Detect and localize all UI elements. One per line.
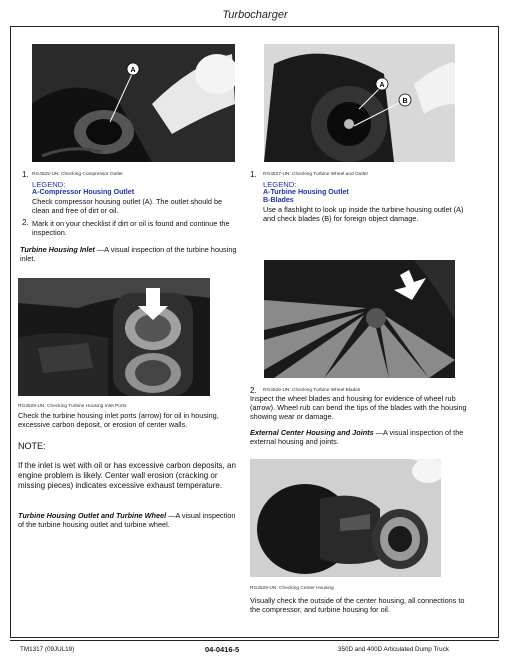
figure-4-text: Inspect the wheel blades and housing for evidence of wheel rub (arrow). Wheel rub can bend the tips of the blades with the housing showing wear or damage. (250, 394, 467, 421)
page-header: Turbocharger (222, 9, 288, 21)
figure-5-text: Visually check the outside of the center housing, all connections to the compressor, and turbine housing for oil. (250, 596, 465, 614)
footer-rule (10, 640, 499, 641)
callout-b: B (402, 98, 408, 105)
figure-2-caption: RG4527-UN: Checking Turbine Wheel and Outlet (263, 172, 368, 177)
turbine-housing-outlet-section (18, 511, 240, 529)
figure-3-caption: RG4528-UN: Checking Turbine Housing Inlet Ports (18, 404, 127, 409)
footer-right: 350D and 400D Articulated Dump Truck (338, 646, 449, 653)
figure-3-text: Check the turbine housing inlet ports (arrow) for oil in housing, excessive carbon deposit, or erosion of center walls. (18, 411, 219, 429)
figure-2-legend-title: LEGEND: (263, 180, 297, 189)
figure-2-text: Use a flashlight to look up inside the turbine housing outlet (A) and check blades (B) for foreign object damage. (263, 205, 464, 223)
figure-1-number: 1. (22, 170, 29, 179)
figure-5-caption: RG4529-UN: Checking Center Housing (250, 586, 334, 591)
figure-1-legend-title: LEGEND: (32, 180, 66, 189)
turbine-housing-inlet-text: —A visual inspection of the turbine housing inlet. (20, 245, 237, 263)
figure-4-number: 2. (250, 386, 257, 395)
figure-2-legend-item-a: A-Turbine Housing Outlet (263, 188, 349, 196)
external-center-housing-text: —A visual inspection of the external housing and joints. (250, 428, 464, 446)
turbine-housing-inlet-section (20, 245, 238, 263)
photo-center-housing (250, 459, 441, 577)
figure-2-number: 1. (250, 170, 257, 179)
note-label: NOTE: (18, 441, 46, 451)
figure-2-legend-item-b: B-Blades (263, 196, 294, 204)
photo-turbine-wheel-blades (264, 260, 455, 378)
figure-1-legend-item-a: A-Compressor Housing Outlet (32, 188, 135, 196)
photo-compressor-outlet (32, 44, 235, 162)
footer-left: TM1317 (09JUL19) (20, 646, 75, 653)
turbine-housing-inlet-heading: Turbine Housing Inlet (20, 245, 95, 254)
footer-page-number: 04-0416-5 (205, 645, 240, 654)
external-center-housing-section (250, 428, 472, 446)
callout-a: A (379, 82, 385, 89)
turbine-housing-outlet-text: —A visual inspection of the turbine housing outlet and turbine wheel. (18, 511, 236, 529)
note-text: If the inlet is wet with oil or has excessive carbon deposits, an engine problem is likely. Center wall erosion (cracking or missing pieces) indicates excessive exhaust temperature. (18, 461, 236, 490)
figure-1-step-text: Check compressor housing outlet (A). The outlet should be clean and free of dirt or oil. (32, 197, 223, 215)
photo-turbine-inlet-ports (18, 278, 210, 396)
figure-4-caption: RG4526-UN: Checking Turbine Wheel Blades (263, 388, 361, 393)
turbine-housing-outlet-heading: Turbine Housing Outlet and Turbine Wheel (18, 511, 167, 520)
figure-1-step-2-number: 2. (22, 218, 29, 227)
external-center-housing-heading: External Center Housing and Joints (250, 428, 374, 437)
photo-turbine-wheel-outlet (264, 44, 455, 162)
callout-a: A (130, 67, 136, 74)
figure-1-caption: RG4525-UN: Checking Compressor Outlet (32, 172, 123, 177)
figure-1-step-2-text: Mark it on your checklist if dirt or oil is found and continue the inspection. (32, 219, 230, 237)
